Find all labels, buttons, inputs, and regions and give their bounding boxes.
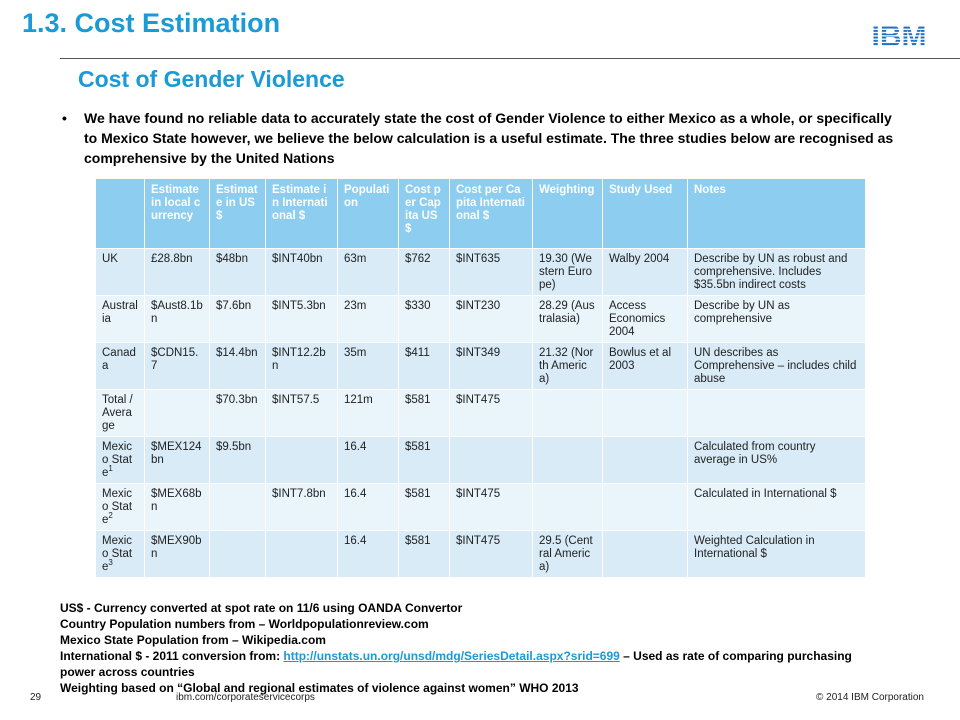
table-row — [96, 484, 866, 531]
header-cell-population: Population — [338, 179, 399, 249]
row-population: 16.4 — [338, 531, 399, 578]
row-cpc-international: $INT349 — [450, 343, 533, 390]
table-row — [96, 343, 866, 390]
row-country: Canada — [96, 343, 145, 390]
row-usd: $48bn — [210, 249, 266, 296]
row-cpc-international: $INT475 — [450, 531, 533, 578]
row-cpc-usd: $581 — [399, 437, 450, 484]
row-cpc-usd: $581 — [399, 484, 450, 531]
row-weighting: 19.30 (Western Europe) — [533, 249, 603, 296]
header-cell-cpc-international: Cost per Capita International $ — [450, 179, 533, 249]
footnote-currency: US$ - Currency converted at spot rate on 11/6 using OANDA Convertor — [60, 601, 463, 615]
section-subtitle: Cost of Gender Violence — [78, 66, 345, 92]
row-local: $CDN15.7 — [145, 343, 210, 390]
row-cpc-usd: $330 — [399, 296, 450, 343]
header-cell-usd: Estimate in US$ — [210, 179, 266, 249]
row-international: $INT7.8bn — [266, 484, 338, 531]
row-country: Australia — [96, 296, 145, 343]
row-study: Access Economics 2004 — [603, 296, 688, 343]
slide-title: 1.3. Cost Estimation — [22, 8, 281, 38]
bullet-icon: • — [62, 110, 67, 126]
row-usd: $70.3bn — [210, 390, 266, 437]
footnote-international: International $ - 2011 conversion from: http://unstats.un.org/unsd/mdg/SeriesDetail.aspx?srid=699 – Used as rate of comparing purchasing power across countries — [60, 649, 852, 679]
row-population: 63m — [338, 249, 399, 296]
row-local — [145, 390, 210, 437]
intro-text: We have found no reliable data to accurately state the cost of Gender Violence to either Mexico as a whole, or specifically to Mexico State however, we believe the below calculation is a useful estimate. The three studies below are recognised as comprehensive by the United Nations — [84, 110, 894, 166]
row-international — [266, 531, 338, 578]
row-country: Total / Average — [96, 390, 145, 437]
row-notes: UN describes as Comprehensive – includes child abuse — [688, 343, 866, 390]
row-local: $MEX90bn — [145, 531, 210, 578]
row-cpc-international: $INT635 — [450, 249, 533, 296]
row-study: Walby 2004 — [603, 249, 688, 296]
row-weighting: 29.5 (Central America) — [533, 531, 603, 578]
row-country: UK — [96, 249, 145, 296]
row-usd — [210, 484, 266, 531]
row-study — [603, 531, 688, 578]
row-weighting — [533, 484, 603, 531]
row-cpc-usd: $581 — [399, 390, 450, 437]
row-cpc-international: $INT230 — [450, 296, 533, 343]
header-cell-local: Estimate in local currency — [145, 179, 210, 249]
table-row — [96, 390, 866, 437]
row-local: £28.8bn — [145, 249, 210, 296]
row-international: $INT12.2bn — [266, 343, 338, 390]
row-cpc-international: $INT475 — [450, 390, 533, 437]
row-country: Mexico State$^3$ — [96, 531, 145, 578]
row-usd: $14.4bn — [210, 343, 266, 390]
row-international — [266, 437, 338, 484]
title-divider — [60, 58, 960, 59]
row-cpc-international — [450, 437, 533, 484]
row-usd: $7.6bn — [210, 296, 266, 343]
row-population: 35m — [338, 343, 399, 390]
row-weighting — [533, 390, 603, 437]
row-international: $INT57.5 — [266, 390, 338, 437]
row-notes: Calculated from country average in US% — [688, 437, 866, 484]
row-population: 23m — [338, 296, 399, 343]
ibm-logo — [866, 20, 932, 55]
table-row — [96, 296, 866, 343]
header-cell-study: Study Used — [603, 179, 688, 249]
footer-website: ibm.com/corporateservicecorps — [176, 692, 315, 703]
row-notes: Weighted Calculation in International $ — [688, 531, 866, 578]
table-row — [96, 531, 866, 578]
row-international: $INT5.3bn — [266, 296, 338, 343]
row-study: Bowlus et al 2003 — [603, 343, 688, 390]
row-weighting — [533, 437, 603, 484]
footer-copyright: © 2014 IBM Corporation — [816, 692, 924, 703]
row-weighting: 28.29 (Australasia) — [533, 296, 603, 343]
row-country: Mexico State$^2$ — [96, 484, 145, 531]
header-cell-notes: Notes — [688, 179, 866, 249]
cost-table — [95, 178, 866, 578]
row-country: Mexico State$^1$ — [96, 437, 145, 484]
row-notes: Describe by UN as robust and comprehensive. Includes $35.5bn indirect costs — [688, 249, 866, 296]
row-population: 121m — [338, 390, 399, 437]
row-population: 16.4 — [338, 484, 399, 531]
row-international: $INT40bn — [266, 249, 338, 296]
intro-bullet — [62, 108, 902, 168]
row-usd: $9.5bn — [210, 437, 266, 484]
row-notes: Describe by UN as comprehensive — [688, 296, 866, 343]
header-cell-cpc-usd: Cost per Capita US$ — [399, 179, 450, 249]
row-local: $MEX68bn — [145, 484, 210, 531]
row-study — [603, 484, 688, 531]
footnotes — [60, 600, 880, 696]
table-row — [96, 437, 866, 484]
header-cell-weighting: Weighting — [533, 179, 603, 249]
row-population: 16.4 — [338, 437, 399, 484]
row-notes: Calculated in International $ — [688, 484, 866, 531]
header-cell-blank — [96, 179, 145, 249]
row-local: $MEX124bn — [145, 437, 210, 484]
footnote-population: Country Population numbers from – Worldpopulationreview.com — [60, 617, 429, 631]
row-notes — [688, 390, 866, 437]
table-row — [96, 249, 866, 296]
row-local: $Aust8.1bn — [145, 296, 210, 343]
row-weighting: 21.32 (North America) — [533, 343, 603, 390]
header-cell-international: Estimate in International $ — [266, 179, 338, 249]
footnote-state-population: Mexico State Population from – Wikipedia.com — [60, 633, 326, 647]
unstats-link[interactable]: http://unstats.un.org/unsd/mdg/SeriesDetail.aspx?srid=699 — [283, 649, 620, 663]
row-study — [603, 390, 688, 437]
ibm-logo-text: IBM — [871, 20, 927, 50]
row-usd — [210, 531, 266, 578]
row-study — [603, 437, 688, 484]
row-cpc-usd: $581 — [399, 531, 450, 578]
row-cpc-international: $INT475 — [450, 484, 533, 531]
page-number: 29 — [30, 692, 42, 703]
row-cpc-usd: $762 — [399, 249, 450, 296]
footnote-weighting: Weighting based on “Global and regional estimates of violence against women” WHO 2013 — [60, 681, 579, 695]
row-cpc-usd: $411 — [399, 343, 450, 390]
table-header-row — [96, 179, 866, 249]
